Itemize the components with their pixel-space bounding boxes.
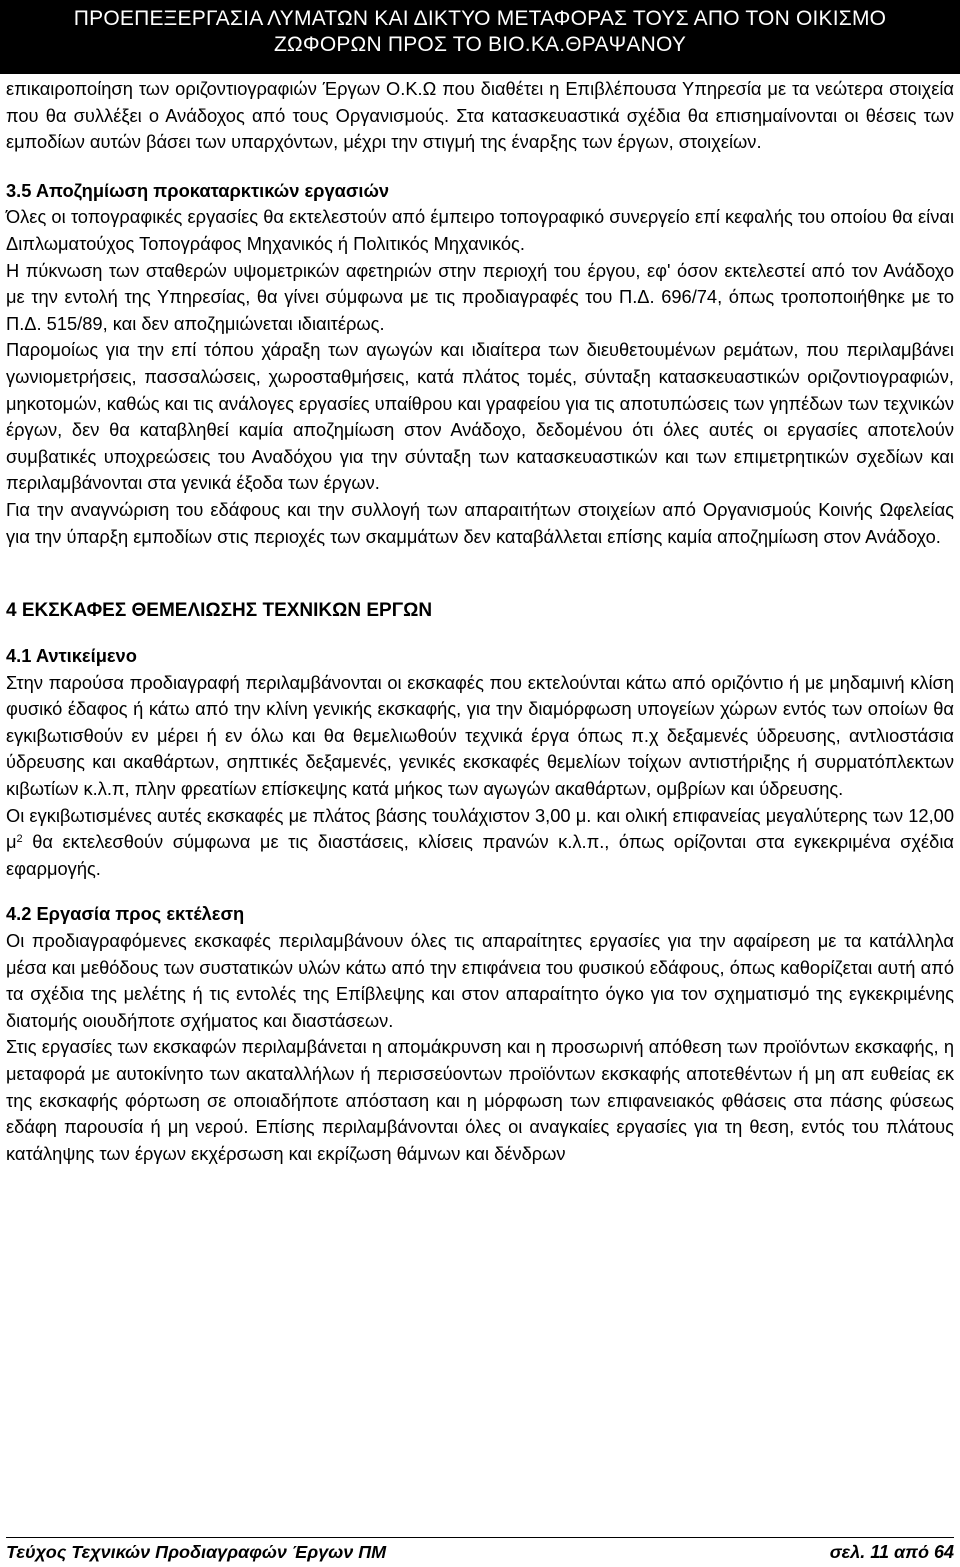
chapter-4-heading: 4 ΕΚΣΚΑΦΕΣ ΘΕΜΕΛΙΩΣΗΣ ΤΕΧΝΙΚΩΝ ΕΡΓΩΝ <box>6 600 433 622</box>
section-4-2-paragraph-2: Στις εργασίες των εκσκαφών περιλαμβάνεται η απομάκρυνση και η προσωρινή απόθεση των προϊόντων εκσκαφής, η μεταφορά με αυτοκίνητο των ακαταλλήλων ή περισσεύοντων προϊόντων εκσκαφής αποτεθέντων ή μη απ ευθείας εκ της εκσκαφής φόρτωση σε οποιαδήποτε απόσταση και η μόρφωση των επιφανειακός φθάσεις στα πάσης φύσεως εδάφη παρουσία ή μη νερού. Επίσης περιλαμβάνονται όλες οι αναγκαίες εργασίες για τη θεση, εντός του πλάτους κατάληψης των έργων εκχέρσωση και εκρίζωση θάμνων και δένδρων <box>6 1036 954 1164</box>
document-footer <box>6 1541 954 1563</box>
section-3-5-paragraph-2: Η πύκνωση των σταθερών υψομετρικών αφετηριών στην περιοχή του έργου, εφ' όσον εκτελεστεί από τον Ανάδοχο με την εντολή της Υπηρεσίας, θα γίνει σύμφωνα με τις προδιαγραφές του Π.Δ. 696/74, όπως τροποποιήθηκε με το Π.Δ. 515/89, και δεν αποζημιώνεται ιδιαιτέρως. <box>6 259 954 334</box>
document-body <box>6 76 954 1167</box>
section-3-5-heading: 3.5 Αποζημίωση προκαταρκτικών εργασιών <box>6 179 390 201</box>
document-header <box>0 0 960 74</box>
section-3-5-paragraph-1: Όλες οι τοπογραφικές εργασίες θα εκτελεστούν από έμπειρο τοπογραφικό συνεργείο επί κεφαλής του οποίου θα είναι Διπλωματούχος Τοπογράφος Μηχανικός ή Πολιτικός Μηχανικός. <box>6 206 954 254</box>
footer-page-number: σελ. 11 από 64 <box>829 1542 954 1562</box>
section-4-2-paragraph-1: Οι προδιαγραφόμενες εκσκαφές περιλαμβάνουν όλες τις απαραίτητες εργασίες για την αφαίρεση με τα κατάλληλα μέσα και μεθόδους των συστατικών υλών κάτω από την επιφάνεια του φυσικού εδάφους, όπως καθορίζεται αυτή από τα σχέδια της μελέτης ή τις εντολές της Επίβλεψης και στον απαραίτητο όγκο για τον σχηματισμό της εγκεκριμένης διατομής οιουδήποτε σχήματος και διαστάσεων. <box>6 930 954 1031</box>
section-4-1-paragraph-2-text-b: θα εκτελεσθούν σύμφωνα με τις διαστάσεις, κλίσεις πρανών κ.λ.π., όπως ορίζονται στα εγκεκριμένα σχέδια εφαρμογής. <box>6 831 954 879</box>
section-3-5-paragraph-3: Παρομοίως για την επί τόπου χάραξη των αγωγών και ιδιαίτερα των διευθετουμένων ρεμάτων, που περιλαμβάνει γωνιομετρήσεις, πασσαλώσεις, χωροσταθμήσεις, κατά πλάτος τομές, σύνταξη κατασκευαστικών οριζοντιογραφιών, μηκοτομών, καθώς και τις ανάλογες εργασίες υπαίθρου και γραφείου για τις αποτυπώσεις των γηπέδων των τεχνικών έργων, δεν θα καταβληθεί καμία αποζημίωση στον Ανάδοχο, δεδομένου ότι όλες αυτές οι εργασίες αποτελούν συμβατικές υποχρεώσεις του Αναδόχου για την σύνταξη των κατασκευαστικών και των επιμετρητικών σχεδίων και περιλαμβάνονται στα γενικά έξοδα των έργων. <box>6 339 954 494</box>
footer-divider <box>6 1537 954 1538</box>
superscript-2: 2 <box>16 833 23 846</box>
footer-document-title: Τεύχος Τεχνικών Προδιαγραφών Έργων ΠΜ <box>6 1542 387 1562</box>
intro-paragraph: επικαιροποίηση των οριζοντιογραφιών Έργων Ο.Κ.Ω που διαθέτει η Επιβλέπουσα Υπηρεσία με τα νεώτερα στοιχεία που θα συλλέξει ο Ανάδοχος από τους Οργανισμούς. Στα κατασκευαστικά σχέδια θα επισημαίνονται οι θέσεις των εμποδίων αυτών βάσει των υπαρχόντων, μέχρι την στιγμή της έναρξης των έργων, στοιχείων. <box>6 78 954 153</box>
header-title-line-1: ΠΡΟΕΠΕΞΕΡΓΑΣΙΑ ΛΥΜΑΤΩΝ ΚΑΙ ΔΙΚΤΥΟ ΜΕΤΑΦΟΡΑΣ ΤΟΥΣ ΑΠΟ ΤΟΝ ΟΙΚΙΣΜΟ <box>73 7 887 30</box>
section-4-2-heading: 4.2 Εργασία προς εκτέλεση <box>6 903 245 925</box>
section-4-1-paragraph-1: Στην παρούσα προδιαγραφή περιλαμβάνονται οι εκσκαφές που εκτελούνται κάτω από οριζόντιο ή με μηδαμινή κλίση φυσικό έδαφος ή κάτω από την κλίνη γενικής εκσκαφής, για την διαμόρφωση υπογείων χώρων εντός των οποίων θα εγκιβωτισθούν εν μέρει ή εν όλω και θα θεμελιωθούν τεχνικά έργα όπως π.χ δεξαμενές ύδρευσης, αντλιοστάσια ύδρευσης και ακαθάρτων, σηπτικές δεξαμενές, γενικές εκσκαφές θεμελίων τοίχων αντιστήριξης ή συρματόπλεκτων κιβωτίων κ.λ.π, πλην φρεατίων επίσκεψης κατά μήκος των αγωγών ακαθάρτων, ομβρίων και ύδρευσης. <box>6 671 954 800</box>
section-4-1-heading: 4.1 Αντικείμενο <box>6 645 137 667</box>
section-3-5-paragraph-4: Για την αναγνώριση του εδάφους και την συλλογή των απαραιτήτων στοιχείων από Οργανισμούς Κοινής Ωφελείας για την ύπαρξη εμποδίων στις περιοχές των σκαμμάτων δεν καταβάλλεται επίσης καμία αποζημίωση στον Ανάδοχο. <box>6 498 954 547</box>
section-4-1-paragraph-2 <box>6 803 954 883</box>
section-4-1-paragraph-2-text-a: Οι εγκιβωτισμένες αυτές εκσκαφές με πλάτος βάσης τουλάχιστον 3,00 μ. και ολική επιφανείας μεγαλύτερης των 12,00 μ <box>6 804 954 853</box>
header-title-line-2: ΖΩΦΟΡΩΝ ΠΡΟΣ ΤΟ ΒΙΟ.ΚΑ.ΘΡΑΨΑΝΟΥ <box>273 33 687 56</box>
